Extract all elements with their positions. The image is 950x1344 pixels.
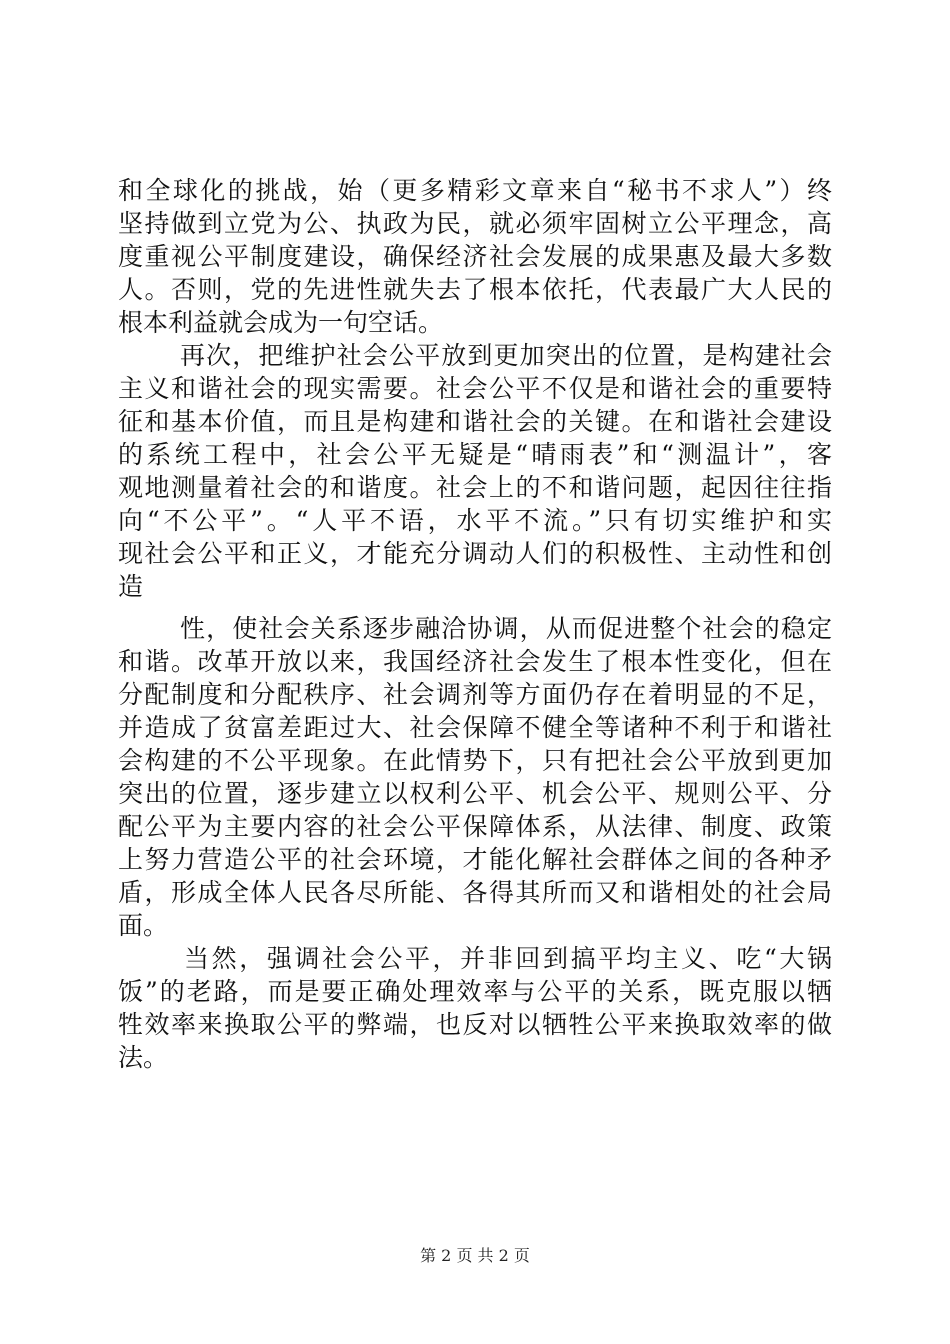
text-line: 突出的位置，逐步建立以权利公平、机会公平、规则公平、分 <box>118 779 832 808</box>
text-line: 主义和谐社会的现实需要。社会公平不仅是和谐社会的重要特 <box>118 374 832 403</box>
text-line: 征和基本价值，而且是构建和谐社会的关键。在和谐社会建设 <box>118 407 832 436</box>
text-line: 再次，把维护社会公平放到更加突出的位置，是构建社会 <box>180 341 832 370</box>
text-line: 上努力营造公平的社会环境，才能化解社会群体之间的各种矛 <box>118 845 832 874</box>
text-line: 配公平为主要内容的社会公平保障体系，从法律、制度、政策 <box>118 812 832 841</box>
page-number-footer: 第 2 页 共 2 页 <box>420 1246 530 1265</box>
text-line: 向“不公平”。“人平不语，水平不流。”只有切实维护和实 <box>118 506 832 535</box>
text-line: 会构建的不公平现象。在此情势下，只有把社会公平放到更加 <box>118 746 832 775</box>
text-line: 当然，强调社会公平，并非回到搞平均主义、吃“大锅 <box>184 944 832 973</box>
text-line: 饭”的老路，而是要正确处理效率与公平的关系，既克服以牺 <box>118 977 832 1006</box>
text-line: 和全球化的挑战，始（更多精彩文章来自“秘书不求人”）终 <box>118 176 832 205</box>
text-line: 坚持做到立党为公、执政为民，就必须牢固树立公平理念，高 <box>118 209 832 238</box>
text-line: 法。 <box>118 1043 169 1072</box>
document-body <box>118 174 832 1074</box>
text-line: 盾，形成全体人民各尽所能、各得其所而又和谐相处的社会局 <box>118 878 832 907</box>
text-line: 现社会公平和正义，才能充分调动人们的积极性、主动性和创 <box>118 539 832 568</box>
text-line: 的系统工程中，社会公平无疑是“晴雨表”和“测温计”，客 <box>118 440 832 469</box>
text-line: 和谐。改革开放以来，我国经济社会发生了根本性变化，但在 <box>118 647 832 676</box>
text-line: 度重视公平制度建设，确保经济社会发展的成果惠及最大多数 <box>118 242 832 271</box>
text-line: 分配制度和分配秩序、社会调剂等方面仍存在着明显的不足， <box>118 680 832 709</box>
text-line: 牲效率来换取公平的弊端，也反对以牺牲公平来换取效率的做 <box>118 1010 832 1039</box>
text-line: 人。否则，党的先进性就失去了根本依托，代表最广大人民的 <box>118 275 832 304</box>
text-line: 面。 <box>118 911 169 940</box>
text-line: 性，使社会关系逐步融洽协调，从而促进整个社会的稳定 <box>180 614 832 643</box>
text-line: 并造成了贫富差距过大、社会保障不健全等诸种不利于和谐社 <box>118 713 832 742</box>
text-line: 观地测量着社会的和谐度。社会上的不和谐问题，起因往往指 <box>118 473 832 502</box>
text-line: 根本利益就会成为一句空话。 <box>118 308 444 337</box>
text-line: 造 <box>118 572 144 601</box>
